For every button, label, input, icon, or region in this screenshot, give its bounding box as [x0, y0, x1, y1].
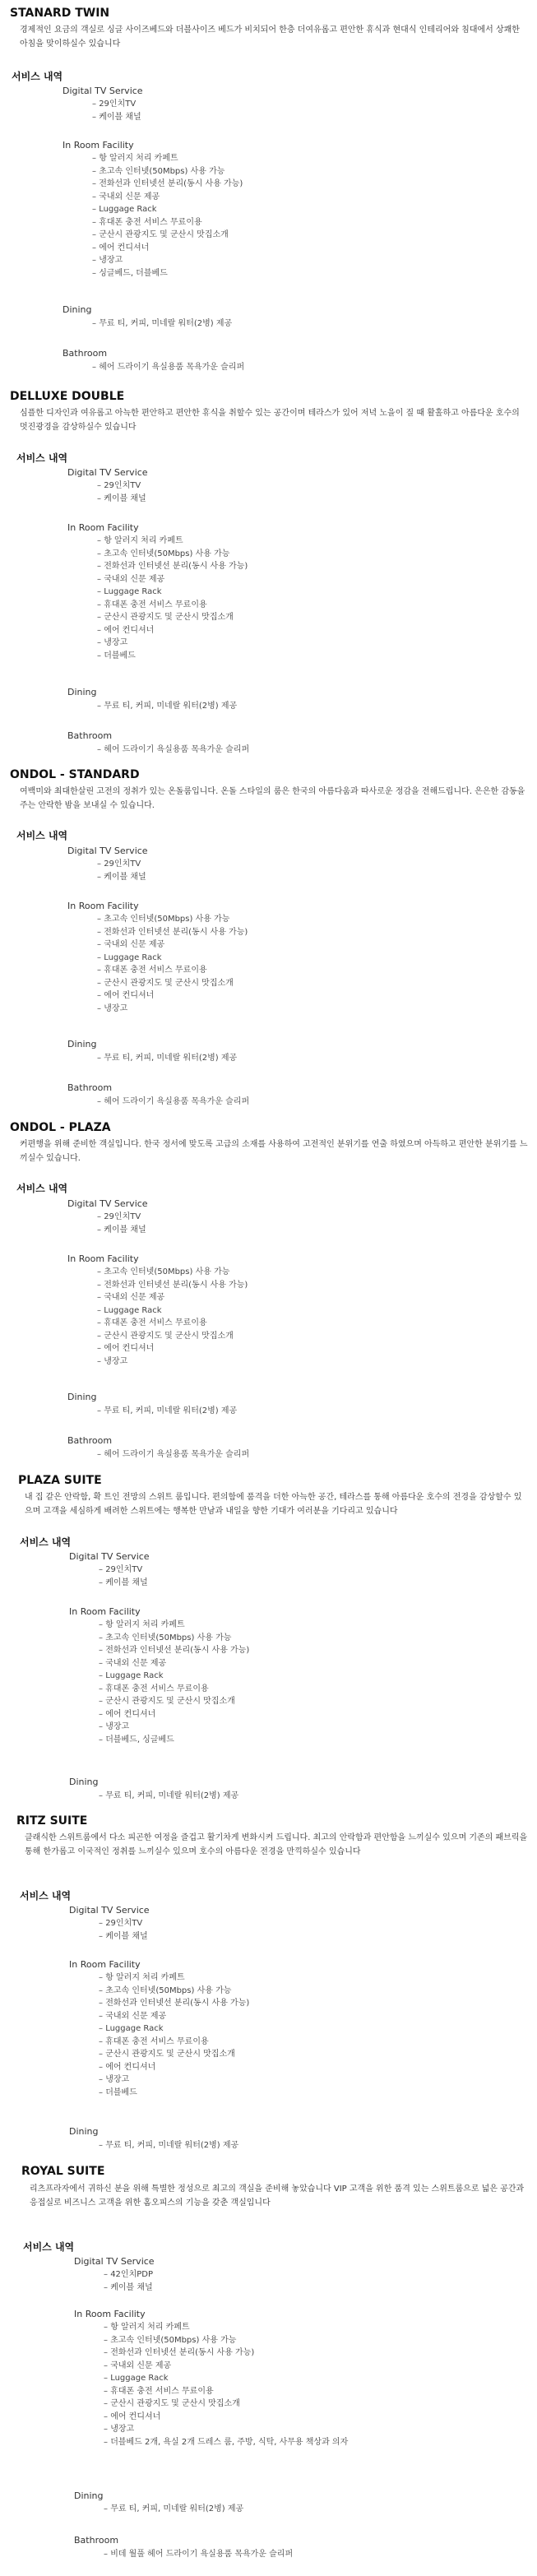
room-description: 커편행을 위해 준비한 객실입니다. 한국 정서에 맞도록 고급의 소재를 사용하여 고전적인 분위기를 연출 하였으며 아득하고 편안한 분위기를 느끼실수 있습니다. — [20, 1140, 528, 1163]
service-heading: 서비스 내역 — [12, 71, 63, 82]
list-item: – Luggage Rack — [104, 2372, 348, 2385]
section-title: In Room Facility — [67, 901, 139, 911]
list-item: – 초고속 인터넷(50Mbps) 사용 가능 — [92, 165, 243, 178]
item-list — [99, 1790, 238, 1803]
list-item: – 케이블 채널 — [97, 493, 146, 506]
section-title: Bathroom — [62, 348, 108, 359]
list-item: – 항 알러지 처리 카페트 — [99, 1971, 249, 1985]
item-list — [97, 1211, 146, 1236]
list-item: – 더블베드 — [99, 2087, 249, 2100]
service-heading: 서비스 내역 — [20, 1536, 72, 1548]
list-item: – 싱글베드, 더블베드 — [92, 267, 243, 280]
item-list — [92, 98, 141, 123]
list-item: – 42인치PDP — [104, 2268, 153, 2282]
service-heading: 서비스 내역 — [20, 1890, 72, 1902]
list-item: – 케이블 채널 — [99, 1930, 148, 1944]
list-item: – 초고속 인터넷(50Mbps) 사용 가능 — [99, 1632, 249, 1645]
list-item: – 항 알러지 처리 카페트 — [97, 535, 248, 548]
item-list — [99, 1619, 249, 1746]
section-title: In Room Facility — [74, 2309, 146, 2319]
section-title: Digital TV Service — [69, 1905, 150, 1916]
section-title: Digital TV Service — [67, 1198, 148, 1209]
list-item: – 군산시 관광지도 및 군산시 맛집소개 — [99, 1695, 249, 1708]
item-list — [92, 361, 244, 374]
item-list — [97, 1052, 237, 1065]
list-item: – 더블베드, 싱글베드 — [99, 1734, 249, 1747]
list-item: – 휴대폰 충전 서비스 무료이용 — [97, 964, 248, 977]
list-item: – 무료 티, 커피, 미네랄 워터(2병) 제공 — [104, 2503, 243, 2516]
service-heading: 서비스 내역 — [23, 2241, 75, 2253]
list-item: – Luggage Rack — [99, 2022, 249, 2036]
section-title: Dining — [74, 2490, 104, 2501]
list-item: – 케이블 채널 — [92, 111, 141, 124]
item-list — [97, 700, 237, 713]
list-item: – 무료 티, 커피, 미네랄 워터(2병) 제공 — [97, 1052, 237, 1065]
room-description: 심플한 디자인과 여유롭고 아늑한 편안하고 편안한 휴식을 취할수 있는 공간이며 테라스가 있어 저녁 노을이 질 때 활홀하고 아름다운 호수의 멋진광경을 감상하실수 있습니다 — [20, 409, 520, 432]
list-item: – 국내외 신문 제공 — [99, 1657, 249, 1670]
item-list — [97, 535, 248, 662]
section-title: In Room Facility — [62, 140, 134, 151]
section-title: Digital TV Service — [74, 2256, 155, 2267]
list-item: – 에어 컨디셔너 — [97, 624, 248, 637]
list-item: – 냉장고 — [104, 2423, 348, 2436]
list-item: – Luggage Rack — [97, 952, 248, 965]
list-item: – 전화선과 인터넷선 분리(동시 사용 가능) — [97, 560, 248, 573]
list-item: – 29인치TV — [99, 1564, 148, 1577]
list-item: – 전화선과 인터넷선 분리(동시 사용 가능) — [92, 178, 243, 191]
list-item: – 전화선과 인터넷선 분리(동시 사용 가능) — [99, 1644, 249, 1657]
section-title: Digital TV Service — [62, 86, 143, 96]
section-title: Digital TV Service — [67, 846, 148, 856]
list-item: – 휴대폰 충전 서비스 무료이용 — [92, 216, 243, 229]
item-list — [97, 744, 249, 757]
list-item: – 에어 컨디셔너 — [104, 2411, 348, 2424]
room-description: 여백미와 최대한살린 고전의 정취가 있는 온돌룸입니다. 온돌 스타일의 룸은 한국의 아름다움과 따사로운 정감을 전해드립니다. 은은한 감동을 주는 안락한 밤을 보내실 수 있습니다. — [20, 787, 525, 810]
item-list — [99, 1564, 148, 1589]
item-list — [99, 1971, 249, 2099]
room-description: 클래식한 스위트룸에서 다소 피곤한 여정을 즐겁고 활기차게 변화시켜 드립니다. 최고의 안락함과 편안함을 느끼실수 있으며 기존의 패브릭을 통해 한가롭고 이국적인 정취를 느끼실수 있으며 호수의 아름다운 전경을 만끽하실수 있습니다 — [25, 1833, 528, 1856]
list-item: – 전화선과 인터넷선 분리(동시 사용 가능) — [104, 2347, 348, 2360]
list-item: – 국내외 신문 제공 — [104, 2360, 348, 2373]
section-title: Dining — [67, 1392, 97, 1402]
list-item: – 무료 티, 커피, 미네랄 워터(2병) 제공 — [97, 1405, 237, 1418]
list-item: – 케이블 채널 — [104, 2282, 153, 2295]
list-item: – 국내외 신문 제공 — [97, 573, 248, 586]
list-item: – 더블베드 — [97, 650, 248, 663]
list-item: – 29인치TV — [97, 858, 146, 871]
list-item: – 냉장고 — [97, 637, 248, 650]
list-item: – 에어 컨디셔너 — [92, 242, 243, 255]
list-item: – 헤어 드라이기 욕실용품 목욕가운 슬리퍼 — [97, 744, 249, 757]
list-item: – 국내외 신문 제공 — [92, 191, 243, 204]
section-title: Bathroom — [67, 730, 113, 741]
room-title: ROYAL SUITE — [21, 2165, 105, 2178]
room-title: ONDOL - STANDARD — [10, 768, 140, 781]
section-title: Dining — [69, 1777, 99, 1787]
list-item: – 냉장고 — [97, 1003, 248, 1016]
room-description: 리츠프라자에서 귀하신 분을 위해 특별한 정성으로 최고의 객실을 준비해 놓았습니다 VIP 고객을 위한 품격 있는 스위트룸으로 넓은 공간과 응접실로 비즈니스 고객을 위한 홈오피스의 기능을 갖춘 객실입니다 — [30, 2185, 525, 2208]
list-item: – 에어 컨디셔너 — [97, 989, 248, 1003]
list-item: – 무료 티, 커피, 미네랄 워터(2병) 제공 — [92, 317, 232, 331]
item-list — [97, 1448, 249, 1462]
list-item: – 29인치TV — [97, 480, 146, 493]
item-list — [99, 1917, 148, 1943]
section-title: Bathroom — [67, 1082, 113, 1093]
list-item: – 무료 티, 커피, 미네랄 워터(2병) 제공 — [97, 700, 237, 713]
list-item: – 비데 월풀 헤어 드라이기 욕실용품 목욕가운 슬리퍼 — [104, 2548, 293, 2561]
list-item: – 초고속 인터넷(50Mbps) 사용 가능 — [97, 1266, 248, 1279]
list-item: – 케이블 채널 — [97, 871, 146, 884]
list-item: – 헤어 드라이기 욕실용품 목욕가운 슬리퍼 — [97, 1448, 249, 1462]
section-title: In Room Facility — [67, 522, 139, 533]
list-item: – 냉장고 — [99, 2073, 249, 2087]
list-item: – 군산시 관광지도 및 군산시 맛집소개 — [97, 611, 248, 624]
list-item: – 에어 컨디셔너 — [99, 2061, 249, 2074]
list-item: – 전화선과 인터넷선 분리(동시 사용 가능) — [99, 1997, 249, 2010]
list-item: – 케이블 채널 — [97, 1224, 146, 1237]
item-list — [92, 152, 243, 280]
list-item: – 29인치TV — [92, 98, 141, 111]
list-item: – 항 알러지 처리 카페트 — [104, 2321, 348, 2334]
list-item: – 전화선과 인터넷선 분리(동시 사용 가능) — [97, 926, 248, 939]
item-list — [97, 858, 146, 883]
list-item: – 국내외 신문 제공 — [97, 938, 248, 952]
list-item: – 군산시 관광지도 및 군산시 맛집소개 — [99, 2048, 249, 2061]
service-heading: 서비스 내역 — [16, 830, 68, 841]
list-item: – 항 알러지 처리 카페트 — [99, 1619, 249, 1632]
list-item: – 항 알러지 처리 카페트 — [92, 152, 243, 165]
service-heading: 서비스 내역 — [16, 1183, 68, 1194]
item-list — [104, 2503, 243, 2516]
service-heading: 서비스 내역 — [16, 452, 68, 464]
list-item: – 휴대폰 충전 서비스 무료이용 — [97, 599, 248, 612]
section-title: Digital TV Service — [69, 1551, 150, 1562]
room-title: DELLUXE DOUBLE — [10, 390, 125, 403]
room-title: STANARD TWIN — [10, 7, 110, 20]
section-title: In Room Facility — [69, 1606, 141, 1617]
list-item: – 국내외 신문 제공 — [99, 2010, 249, 2023]
list-item: – 휴대폰 충전 서비스 무료이용 — [99, 1683, 249, 1696]
list-item: – 군산시 관광지도 및 군산시 맛집소개 — [104, 2398, 348, 2411]
list-item: – 에어 컨디셔너 — [99, 1708, 249, 1721]
list-item: – Luggage Rack — [97, 1304, 248, 1318]
section-title: Dining — [67, 687, 97, 697]
section-title: Dining — [62, 304, 92, 315]
list-item: – 냉장고 — [92, 254, 243, 267]
list-item: – 헤어 드라이기 욕실용품 목욕가운 슬리퍼 — [97, 1096, 249, 1109]
list-item: – 휴대폰 충전 서비스 무료이용 — [104, 2385, 348, 2398]
list-item: – 초고속 인터넷(50Mbps) 사용 가능 — [97, 913, 248, 926]
list-item: – 더블베드 2개, 욕실 2개 드레스 룸, 주방, 식탁, 사무용 책상과 의자 — [104, 2436, 348, 2449]
list-item: – 초고속 인터넷(50Mbps) 사용 가능 — [97, 548, 248, 561]
section-title: In Room Facility — [67, 1253, 139, 1264]
list-item: – 초고속 인터넷(50Mbps) 사용 가능 — [99, 1985, 249, 1998]
list-item: – 29인치TV — [97, 1211, 146, 1224]
list-item: – 무료 티, 커피, 미네랄 워터(2병) 제공 — [99, 1790, 238, 1803]
list-item: – Luggage Rack — [99, 1670, 249, 1683]
room-title: PLAZA SUITE — [18, 1474, 102, 1487]
room-title: RITZ SUITE — [16, 1814, 88, 1828]
section-title: Digital TV Service — [67, 467, 148, 478]
item-list — [97, 1266, 248, 1368]
item-list — [92, 317, 232, 331]
room-description: 내 집 같은 안락함, 확 트인 전망의 스위트 룸입니다. 편의함에 품격을 더한 아늑한 공간, 테라스를 통해 아름다운 호수의 전경을 감상할수 있으며 고객을 세심하게 배려한 스위트에는 행복한 만남과 내일을 향한 기대가 여러분을 기다리고 있습니다 — [25, 1493, 522, 1516]
room-description: 경제적인 요금의 객실로 싱글 사이즈베드와 더블사이즈 베드가 비치되어 한층 더여유롭고 편안한 휴식과 현대식 인테리어와 침대에서 상쾌한 아침을 맞이하실수 있습니다 — [20, 25, 520, 49]
list-item: – 무료 티, 커피, 미네랄 워터(2병) 제공 — [99, 2139, 238, 2152]
section-title: Dining — [69, 2126, 99, 2137]
room-title: ONDOL - PLAZA — [10, 1121, 111, 1134]
item-list — [97, 913, 248, 1015]
list-item: – 냉장고 — [99, 1721, 249, 1734]
item-list — [97, 480, 146, 505]
item-list — [104, 2268, 153, 2294]
section-title: Dining — [67, 1039, 97, 1049]
section-title: Bathroom — [74, 2535, 119, 2546]
item-list — [99, 2139, 238, 2152]
section-title: In Room Facility — [69, 1959, 141, 1970]
list-item: – 에어 컨디셔너 — [97, 1342, 248, 1355]
list-item: – Luggage Rack — [97, 586, 248, 599]
list-item: – 군산시 관광지도 및 군산시 맛집소개 — [97, 977, 248, 990]
list-item: – 휴대폰 충전 서비스 무료이용 — [97, 1317, 248, 1330]
list-item: – 휴대폰 충전 서비스 무료이용 — [99, 2036, 249, 2049]
list-item: – 전화선과 인터넷선 분리(동시 사용 가능) — [97, 1279, 248, 1292]
list-item: – 헤어 드라이기 욕실용품 목욕가운 슬리퍼 — [92, 361, 244, 374]
list-item: – Luggage Rack — [92, 203, 243, 216]
item-list — [104, 2548, 293, 2561]
item-list — [97, 1405, 237, 1418]
list-item: – 군산시 관광지도 및 군산시 맛집소개 — [92, 229, 243, 242]
list-item: – 초고속 인터넷(50Mbps) 사용 가능 — [104, 2334, 348, 2347]
list-item: – 케이블 채널 — [99, 1577, 148, 1590]
item-list — [104, 2321, 348, 2449]
list-item: – 냉장고 — [97, 1355, 248, 1369]
item-list — [97, 1096, 249, 1109]
list-item: – 29인치TV — [99, 1917, 148, 1930]
list-item: – 국내외 신문 제공 — [97, 1291, 248, 1304]
list-item: – 군산시 관광지도 및 군산시 맛집소개 — [97, 1330, 248, 1343]
section-title: Bathroom — [67, 1435, 113, 1446]
